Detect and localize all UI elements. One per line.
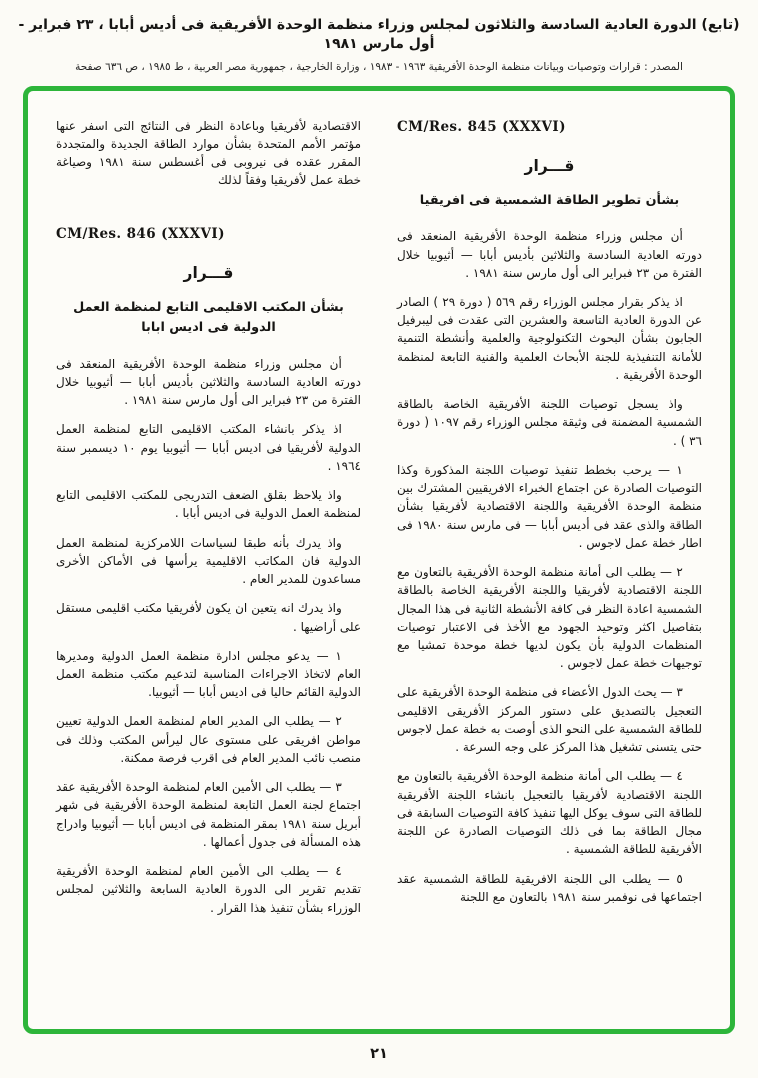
paragraph: ٤ — يطلب الى الأمين العام لمنظمة الوحدة الأفريقية تقديم تقرير الى الدورة العادية السابعة والثلاثين لمجلس الوزراء بشأن تنفيذ هذا القرار . bbox=[56, 864, 361, 915]
page-header bbox=[12, 16, 746, 73]
paragraph: ٣ — يحث الدول الأعضاء فى منظمة الوحدة الأفريقية على التعجيل بالتصديق على دستور المركز الأفريقى الاقليمى للطاقة الشمسية على النحو الذى أوصت به خطة عمل لاجوس حتى يتسنى تشغيل هذا المركز على وجه السرعة . bbox=[396, 685, 702, 755]
content-frame bbox=[23, 86, 735, 1034]
resolution-title: قـــرار bbox=[524, 157, 575, 176]
paragraph: أن مجلس وزراء منظمة الوحدة الأفريقية المنعقد فى دورته العادية السادسة والثلاثين بأديس أبابا — أثيوبيا خلال الفترة من ٢٣ فبراير الى أول مارس سنة ١٩٨١ . bbox=[56, 356, 361, 408]
paragraph: ٤ — يطلب الى أمانة منظمة الوحدة الأفريقية بالتعاون مع اللجنة الاقتصادية لأفريقيا بالتعجيل بانشاء اللجنة الأفريقية للطاقة التى سوف يوكل اليها تنفيذ كافة التوصيات السابقة فى مجال الطاقة بما فى ذلك التوصيات الصادرة عن اللجنة الأفريقية للطاقة الشمسية . bbox=[397, 769, 702, 857]
paragraph: ١ — يرحب بخطط تنفيذ توصيات اللجنة المذكورة وكذا التوصيات الصادرة عن اجتماع الخبراء الافريقيين المشترك بين منظمة الوحدة الأفريقية واللجنة الاقتصادية لأفريقيا بشأن الطاقة والذى عقد فى أديس أبابا — فى مارس سنة ١٩٨٠ فى اطار خطة عمل لاجوس . bbox=[397, 462, 702, 550]
page-footer bbox=[12, 1046, 746, 1062]
paragraph: ٥ — يطلب الى اللجنة الافريقية للطاقة الشمسية عقد اجتماعها فى نوفمبر سنة ١٩٨١ بالتعاون مع اللجنة bbox=[397, 871, 702, 904]
paragraph: واذ يدرك انه يتعين ان يكون لأفريقيا مكتب اقليمى مستقل على أراضيها . bbox=[56, 601, 361, 634]
resolution-id: CM/Res. 846 (XXXVI) bbox=[56, 225, 225, 242]
paragraph: اذ يذكر بقرار مجلس الوزراء رقم ٥٦٩ ( دورة ٢٩ ) الصادر عن الدورة العادية التاسعة والعشرين التى عقدت فى ليبرفيل الجابون بشأن البحوث التكنولوجية والعلمية وأنشطة التنمية للأمانة التنفيذية للجنة الأبحاث العلمية والفنية التابعة لمنظمة الوحدة الأفريقية . bbox=[397, 295, 702, 382]
resolution-subtitle: بشأن تطوير الطاقة الشمسية فى افريقيا bbox=[419, 192, 680, 208]
paragraph: ٢ — يطلب الى المدير العام لمنظمة العمل الدولية تعيين مواطن افريقى على مستوى عال ليرأس المكتب وذلك فى منصب نائب المدير العام فى اقرب فرصة ممكنة. bbox=[56, 714, 361, 765]
resolution-id: CM/Res. 845 (XXXVI) bbox=[397, 118, 566, 135]
paragraph: واذ يلاحظ بقلق الضعف التدريجى للمكتب الاقليمى التابع لمنظمة العمل الدولية فى اديس أبابا . bbox=[56, 488, 361, 521]
paragraph: واذ يدرك بأنه طبقا لسياسات اللامركزية لمنظمة العمل الدولية فان المكاتب الاقليمية يرأسها فى الأماكن الأخرى مساعدون للمدير العام . bbox=[56, 535, 361, 587]
paragraph: اذ يذكر بانشاء المكتب الاقليمى التابع لمنظمة العمل الدولية لأفريقيا فى اديس أبابا — أثيوبيا يوم ١٠ ديسمبر سنة ١٩٦٤ . bbox=[56, 422, 361, 473]
resolution-title: قـــرار bbox=[183, 264, 234, 283]
paragraph: ٣ — يطلب الى الأمين العام لمنظمة الوحدة الأفريقية عقد اجتماع لجنة العمل التابعة لمنظمة الوحدة الأفريقية فى شهر أبريل سنة ١٩٨١ بمقر المنظمة فى اديس أبابا — أثيوبيا وادراج هذه المسألة فى جدول أعمالها . bbox=[56, 780, 361, 849]
header-line-1: (تابع) الدورة العادية السادسة والثلاثون لمجلس وزراء منظمة الوحدة الأفريقية فى أديس أبابا ، ٢٣ فبراير - أول مارس ١٩٨١ bbox=[18, 17, 740, 52]
page-number: ٢١ bbox=[370, 1045, 388, 1062]
paragraph: ١ — يدعو مجلس ادارة منظمة العمل الدولية ومديرها العام لاتخاذ الاجراءات المناسبة لتدعيم مكتب منظمة العمل الدولية القائم حاليا فى اديس أبابا — أثيوبيا. bbox=[56, 648, 361, 700]
paragraph: ٢ — يطلب الى أمانة منظمة الوحدة الأفريقية بالتعاون مع اللجنة الاقتصادية لأفريقيا واللجنة الأفريقية الخاصة بالطاقة الشمسية اعادة النظر فى كافة الأنشطة الثانية فى هذا المجال بتفاصيل اكثر وتوحيد الجهود مع الأخذ فى الاعتبار توصيات المنظمات الدولية بأن يكون لديها خطة موحدة تمشيا مع توجيهات خطة عمل لاجوس . bbox=[397, 565, 702, 671]
continuation-paragraph: الاقتصادية لأفريقيا وباعادة النظر فى النتائج التى اسفر عنها مؤتمر الأمم المتحدة بشأن موارد الطاقة الجديدة والمتجددة المقرر عقده فى نيروبى فى أغسطس سنة ١٩٨١ وصياغة خطة عمل لأفريقيا وفقاً لذلك bbox=[56, 118, 361, 188]
resolution-846-column bbox=[56, 117, 361, 1019]
paragraph: أن مجلس وزراء منظمة الوحدة الأفريقية المنعقد فى دورته العادية السادسة والثلاثين بأديس أبابا — أثيوبيا خلال الفترة من ٢٣ فبراير الى أول مارس سنة ١٩٨١ . bbox=[397, 229, 702, 280]
resolution-845-column bbox=[397, 117, 702, 1019]
resolution-subtitle: بشأن المكتب الاقليمى التابع لمنظمة العمل الدولية فى اديس ابابا bbox=[73, 299, 344, 336]
header-line-2: المصدر : قرارات وتوصيات وبيانات منظمة الوحدة الأفريقية ١٩٦٣ - ١٩٨٣ ، وزارة الخارجية ، جمهورية مصر العربية ، ط ١٩٨٥ ، ص ٦٣٦ صفحة bbox=[75, 60, 683, 73]
two-column-layout bbox=[56, 117, 702, 1019]
paragraph: واذ يسجل توصيات اللجنة الأفريقية الخاصة بالطاقة الشمسية المضمنة فى وثيقة مجلس الوزراء رقم ١٠٩٧ ( دورة ٣٦ ) . bbox=[397, 397, 703, 448]
